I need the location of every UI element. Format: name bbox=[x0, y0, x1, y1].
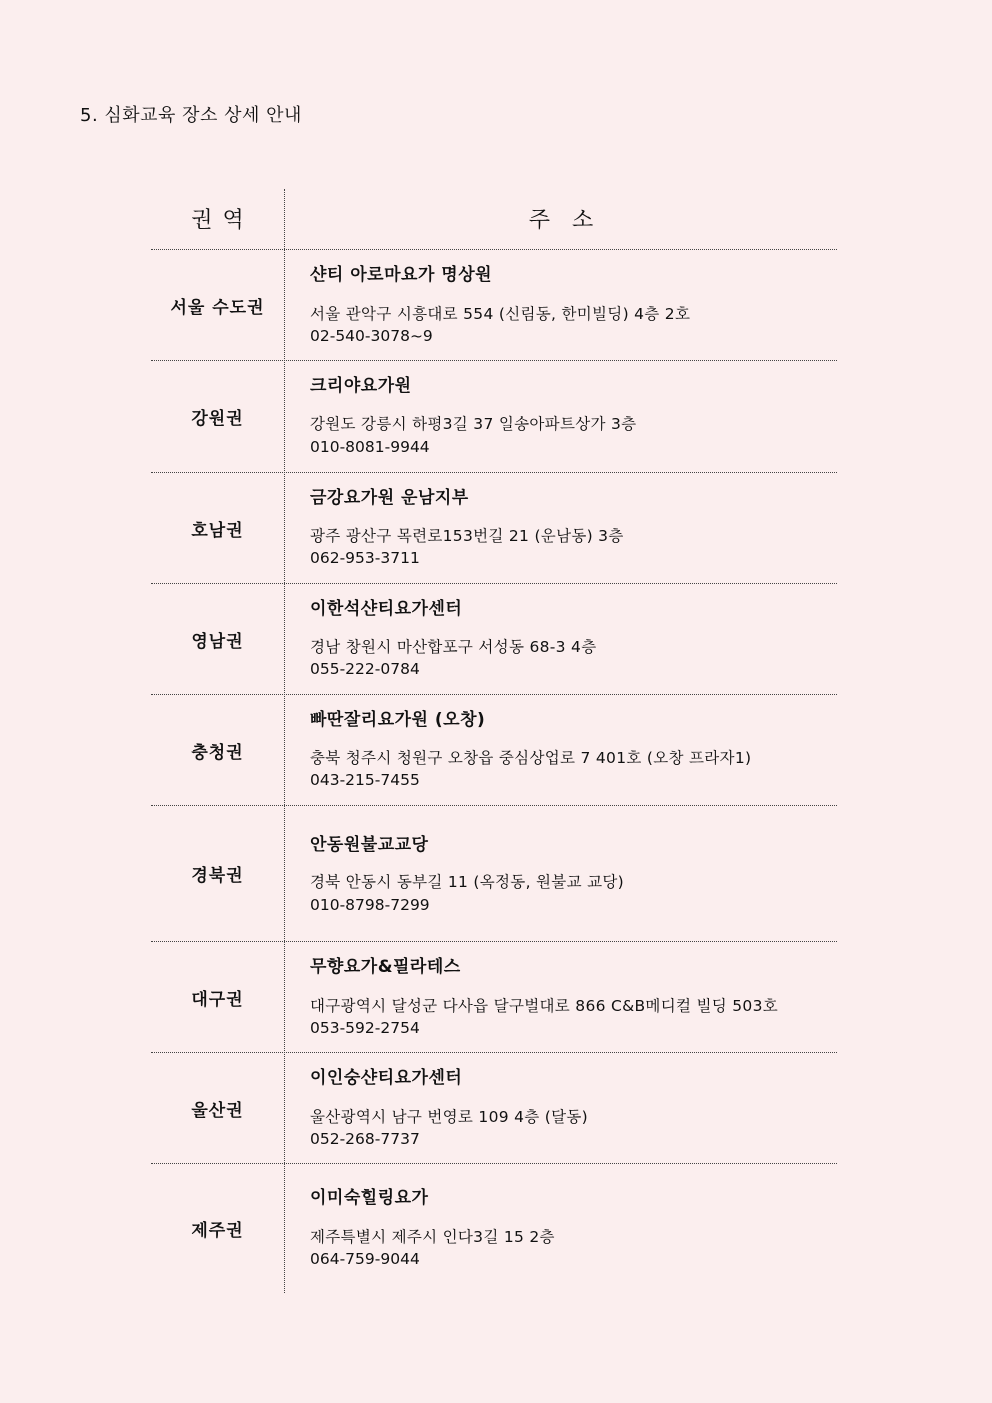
region-cell: 서울 수도권 bbox=[170, 297, 265, 318]
venue-phone: 02-540-3078~9 bbox=[310, 327, 433, 345]
table-row bbox=[151, 584, 837, 695]
venue-address: 서울 관악구 시흥대로 554 (신림동, 한미빌딩) 4층 2호 bbox=[310, 305, 691, 323]
venue-address: 경남 창원시 마산합포구 서성동 68-3 4층 bbox=[310, 638, 597, 656]
region-cell: 충청권 bbox=[191, 742, 244, 763]
table-row bbox=[151, 942, 837, 1053]
venue-name: 빠딴잘리요가원 (오창) bbox=[310, 710, 486, 730]
venue-table bbox=[151, 189, 837, 1293]
table-row bbox=[151, 473, 837, 584]
region-cell: 강원권 bbox=[191, 409, 244, 429]
venue-address: 제주특별시 제주시 인다3길 15 2층 bbox=[310, 1228, 555, 1246]
table-header-row bbox=[151, 189, 837, 250]
venue-address: 경북 안동시 동부길 11 (옥정동, 원불교 교당) bbox=[310, 873, 624, 891]
header-region: 권역 bbox=[191, 208, 254, 233]
venue-name: 무향요가&필라테스 bbox=[310, 957, 461, 977]
region-cell: 경북권 bbox=[191, 866, 244, 886]
table-row bbox=[151, 695, 837, 806]
page-heading: 5. 심화교육 장소 상세 안내 bbox=[80, 105, 302, 126]
venue-phone: 064-759-9044 bbox=[310, 1250, 420, 1268]
venue-name: 안동원불교교당 bbox=[310, 835, 429, 855]
venue-address: 광주 광산구 목련로153번길 21 (운남동) 3층 bbox=[310, 527, 624, 545]
venue-address: 강원도 강릉시 하평3길 37 일송아파트상가 3층 bbox=[310, 415, 637, 433]
venue-address: 대구광역시 달성군 다사읍 달구벌대로 866 C&B메디컬 빌딩 503호 bbox=[310, 997, 779, 1015]
venue-name: 이미숙힐링요가 bbox=[310, 1188, 429, 1208]
venue-phone: 062-953-3711 bbox=[310, 549, 420, 567]
region-cell: 대구권 bbox=[191, 989, 244, 1010]
venue-address: 울산광역시 남구 번영로 109 4층 (달동) bbox=[310, 1108, 589, 1126]
venue-name: 금강요가원 운남지부 bbox=[310, 488, 469, 508]
venue-phone: 053-592-2754 bbox=[310, 1019, 420, 1037]
region-cell: 제주권 bbox=[191, 1221, 244, 1241]
table-row bbox=[151, 1053, 837, 1164]
venue-name: 이한석샨티요가센터 bbox=[310, 599, 463, 619]
venue-phone: 043-215-7455 bbox=[310, 771, 420, 789]
table-row bbox=[151, 1164, 837, 1293]
venue-name: 이인숭샨티요가센터 bbox=[310, 1068, 463, 1088]
table-row bbox=[151, 806, 837, 942]
region-cell: 울산권 bbox=[191, 1100, 244, 1121]
venue-phone: 010-8798-7299 bbox=[310, 896, 430, 914]
table-row bbox=[151, 361, 837, 473]
venue-phone: 055-222-0784 bbox=[310, 660, 420, 678]
region-cell: 영남권 bbox=[191, 631, 244, 652]
venue-phone: 052-268-7737 bbox=[310, 1130, 420, 1148]
venue-address: 충북 청주시 청원구 오창읍 중심상업로 7 401호 (오창 프라자1) bbox=[310, 749, 752, 767]
venue-name: 크리야요가원 bbox=[310, 376, 412, 396]
header-address: 주소 bbox=[528, 208, 616, 233]
table-row bbox=[151, 250, 837, 361]
venue-name: 샨티 아로마요가 명상원 bbox=[310, 265, 493, 285]
region-cell: 호남권 bbox=[191, 520, 244, 541]
venue-phone: 010-8081-9944 bbox=[310, 438, 430, 456]
